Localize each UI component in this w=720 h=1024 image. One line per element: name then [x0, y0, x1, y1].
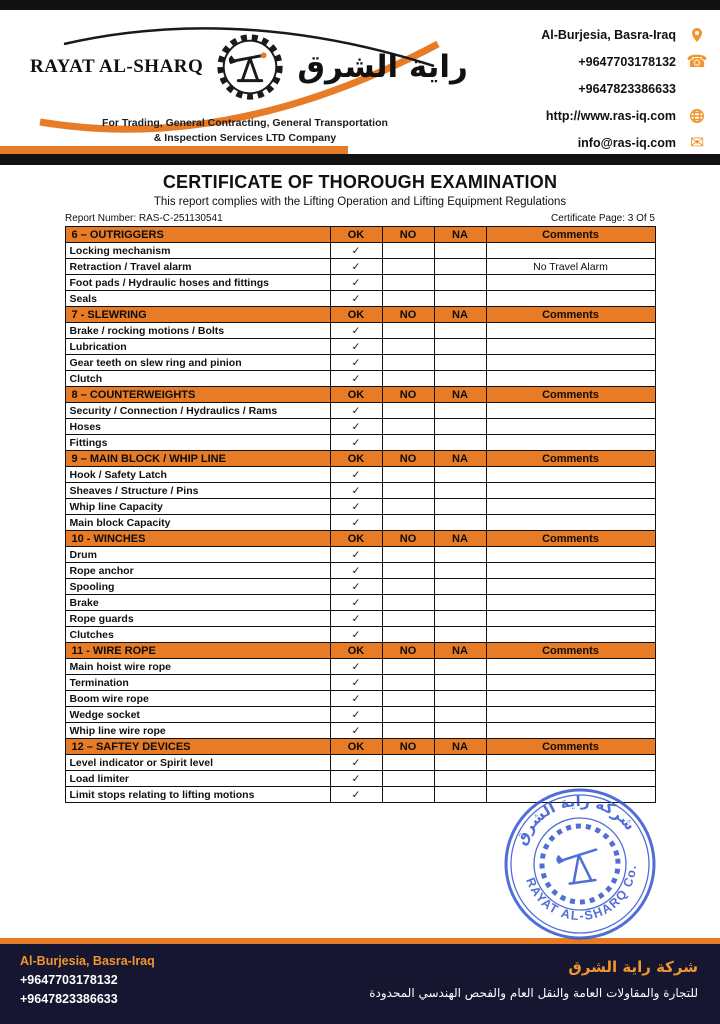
item-label: Whip line Capacity	[65, 499, 330, 515]
no-cell	[382, 403, 434, 419]
footer-address: Al-Burjesia, Basra-Iraq	[20, 954, 155, 968]
contact-address	[541, 26, 706, 45]
inspection-table-body	[65, 227, 655, 803]
column-header: Comments	[486, 387, 655, 403]
certificate-page: Certificate Page: 3 Of 5	[551, 213, 655, 224]
item-label: Clutch	[65, 371, 330, 387]
column-header: NA	[434, 739, 486, 755]
item-label: Brake	[65, 595, 330, 611]
item-label: Brake / rocking motions / Bolts	[65, 323, 330, 339]
no-cell	[382, 707, 434, 723]
comment-cell	[486, 627, 655, 643]
section-header-row	[65, 227, 655, 243]
column-header: OK	[330, 739, 382, 755]
column-header: Comments	[486, 739, 655, 755]
header	[0, 10, 720, 152]
item-label: Lubrication	[65, 339, 330, 355]
comment-cell	[486, 755, 655, 771]
checklist-row	[65, 243, 655, 259]
na-cell	[434, 323, 486, 339]
column-header: Comments	[486, 643, 655, 659]
no-cell	[382, 691, 434, 707]
item-label: Termination	[65, 675, 330, 691]
comment-cell	[486, 323, 655, 339]
page-subtitle: This report complies with the Lifting Operation and Lifting Equipment Regulations	[153, 196, 567, 208]
no-cell	[382, 339, 434, 355]
comment-cell	[486, 419, 655, 435]
checklist-row	[65, 259, 655, 275]
item-label: Security / Connection / Hydraulics / Rams	[65, 403, 330, 419]
no-cell	[382, 275, 434, 291]
na-cell	[434, 579, 486, 595]
contact-phone-1	[578, 53, 706, 72]
comment-cell	[486, 723, 655, 739]
column-header: NO	[382, 739, 434, 755]
na-cell	[434, 483, 486, 499]
item-label: Whip line wire rope	[65, 723, 330, 739]
comment-cell	[486, 355, 655, 371]
checklist-row	[65, 323, 655, 339]
checklist-row	[65, 483, 655, 499]
column-header: NA	[434, 531, 486, 547]
no-cell	[382, 595, 434, 611]
no-cell	[382, 499, 434, 515]
column-header: OK	[330, 531, 382, 547]
ok-cell: ✓	[330, 755, 382, 771]
comment-cell	[486, 435, 655, 451]
no-cell	[382, 787, 434, 803]
na-cell	[434, 707, 486, 723]
checklist-row	[65, 611, 655, 627]
ok-cell: ✓	[330, 563, 382, 579]
comment-cell	[486, 659, 655, 675]
item-label: Rope anchor	[65, 563, 330, 579]
checklist-row	[65, 627, 655, 643]
header-divider	[0, 154, 720, 165]
na-cell	[434, 403, 486, 419]
comment-cell	[486, 707, 655, 723]
section-header-row	[65, 387, 655, 403]
comment-cell	[486, 579, 655, 595]
na-cell	[434, 659, 486, 675]
email-text[interactable]: info@ras-iq.com	[577, 135, 676, 150]
section-header-row	[65, 307, 655, 323]
top-black-bar	[0, 0, 720, 10]
column-header: NO	[382, 387, 434, 403]
comment-cell	[486, 691, 655, 707]
no-cell	[382, 611, 434, 627]
item-label: Hook / Safety Latch	[65, 467, 330, 483]
gear-oilpump-logo-icon	[213, 30, 287, 104]
na-cell	[434, 723, 486, 739]
comment-cell	[486, 595, 655, 611]
ok-cell: ✓	[330, 627, 382, 643]
checklist-row	[65, 403, 655, 419]
no-cell	[382, 515, 434, 531]
company-tagline	[30, 116, 460, 145]
ok-cell: ✓	[330, 675, 382, 691]
no-cell	[382, 419, 434, 435]
ok-cell: ✓	[330, 611, 382, 627]
section-title: 9 – MAIN BLOCK / WHIP LINE	[65, 451, 330, 467]
ok-cell: ✓	[330, 547, 382, 563]
tagline-line-2: & Inspection Services LTD Company	[153, 131, 337, 144]
checklist-row	[65, 755, 655, 771]
ok-cell: ✓	[330, 483, 382, 499]
comment-cell	[486, 499, 655, 515]
item-label: Boom wire rope	[65, 691, 330, 707]
page-title: CERTIFICATE OF THOROUGH EXAMINATION	[162, 172, 558, 192]
checklist-row	[65, 659, 655, 675]
ok-cell: ✓	[330, 659, 382, 675]
no-cell	[382, 563, 434, 579]
column-header: NO	[382, 531, 434, 547]
ok-cell: ✓	[330, 707, 382, 723]
section-title: 12 – SAFTEY DEVICES	[65, 739, 330, 755]
item-label: Level indicator or Spirit level	[65, 755, 330, 771]
item-label: Retraction / Travel alarm	[65, 259, 330, 275]
no-cell	[382, 323, 434, 339]
comment-cell	[486, 515, 655, 531]
na-cell	[434, 563, 486, 579]
comment-cell	[486, 675, 655, 691]
comment-cell	[486, 547, 655, 563]
comment-cell	[486, 339, 655, 355]
na-cell	[434, 243, 486, 259]
checklist-row	[65, 515, 655, 531]
na-cell	[434, 467, 486, 483]
na-cell	[434, 259, 486, 275]
column-header: Comments	[486, 307, 655, 323]
no-cell	[382, 467, 434, 483]
phone-icon: ☎	[686, 52, 708, 72]
na-cell	[434, 371, 486, 387]
contact-website[interactable]	[546, 106, 706, 125]
checklist-row	[65, 467, 655, 483]
no-cell	[382, 659, 434, 675]
ok-cell: ✓	[330, 771, 382, 787]
company-stamp	[500, 784, 660, 944]
ok-cell: ✓	[330, 499, 382, 515]
na-cell	[434, 515, 486, 531]
comment-cell	[486, 403, 655, 419]
na-cell	[434, 355, 486, 371]
ok-cell: ✓	[330, 259, 382, 275]
na-cell	[434, 691, 486, 707]
comment-cell	[486, 483, 655, 499]
black-divider-bar	[0, 154, 720, 165]
item-label: Seals	[65, 291, 330, 307]
na-cell	[434, 787, 486, 803]
ok-cell: ✓	[330, 435, 382, 451]
footer-arabic-block	[369, 954, 698, 1014]
section-header-row	[65, 643, 655, 659]
column-header: NA	[434, 643, 486, 659]
item-label: Limit stops relating to lifting motions	[65, 787, 330, 803]
ok-cell: ✓	[330, 467, 382, 483]
na-cell	[434, 435, 486, 451]
ok-cell: ✓	[330, 339, 382, 355]
item-label: Foot pads / Hydraulic hoses and fittings	[65, 275, 330, 291]
checklist-row	[65, 691, 655, 707]
na-cell	[434, 275, 486, 291]
stamp-english-text: RAYAT AL-SHARQ Co.	[523, 863, 640, 924]
no-cell	[382, 355, 434, 371]
stamp-arabic-text: شركة راية الشرق	[511, 791, 640, 848]
column-header: NO	[382, 227, 434, 243]
comment-cell	[486, 467, 655, 483]
comment-cell	[486, 611, 655, 627]
comment-cell	[486, 291, 655, 307]
column-header: NA	[434, 451, 486, 467]
column-header: NA	[434, 387, 486, 403]
item-label: Clutches	[65, 627, 330, 643]
section-header-row	[65, 739, 655, 755]
company-name-arabic: راية الشرق	[297, 49, 468, 85]
na-cell	[434, 291, 486, 307]
item-label: Main block Capacity	[65, 515, 330, 531]
no-cell	[382, 291, 434, 307]
section-title: 7 - SLEWRING	[65, 307, 330, 323]
ok-cell: ✓	[330, 355, 382, 371]
section-header-row	[65, 451, 655, 467]
item-label: Load limiter	[65, 771, 330, 787]
item-label: Gear teeth on slew ring and pinion	[65, 355, 330, 371]
stamp-oilpump-icon	[561, 850, 601, 885]
footer-description-arabic: للتجارة والمقاولات العامة والنقل العام والفحص الهندسي المحدودة	[369, 986, 698, 1000]
na-cell	[434, 611, 486, 627]
na-cell	[434, 595, 486, 611]
column-header: NA	[434, 307, 486, 323]
tagline-line-1: For Trading, General Contracting, General Transportation	[102, 117, 388, 129]
checklist-row	[65, 435, 655, 451]
na-cell	[434, 419, 486, 435]
section-title: 11 - WIRE ROPE	[65, 643, 330, 659]
column-header: OK	[330, 227, 382, 243]
footer-phone-2: +9647823386633	[20, 992, 118, 1006]
na-cell	[434, 339, 486, 355]
ok-cell: ✓	[330, 371, 382, 387]
column-header: OK	[330, 387, 382, 403]
item-label: Fittings	[65, 435, 330, 451]
no-cell	[382, 675, 434, 691]
company-name-english: RAYAT AL-SHARQ	[30, 56, 204, 77]
section-header-row	[65, 531, 655, 547]
checklist-row	[65, 723, 655, 739]
location-pin-icon	[688, 26, 706, 44]
checklist-row	[65, 355, 655, 371]
column-header: NO	[382, 451, 434, 467]
ok-cell: ✓	[330, 275, 382, 291]
column-header: OK	[330, 307, 382, 323]
no-cell	[382, 723, 434, 739]
checklist-row	[65, 275, 655, 291]
ok-cell: ✓	[330, 787, 382, 803]
no-cell	[382, 755, 434, 771]
na-cell	[434, 771, 486, 787]
checklist-row	[65, 707, 655, 723]
contact-block	[541, 14, 712, 152]
email-icon: ✉	[689, 132, 705, 152]
item-label: Spooling	[65, 579, 330, 595]
ok-cell: ✓	[330, 323, 382, 339]
ok-cell: ✓	[330, 595, 382, 611]
svg-text:شركة راية الشرق	[506, 784, 640, 850]
item-label: Locking mechanism	[65, 243, 330, 259]
checklist-row	[65, 339, 655, 355]
na-cell	[434, 499, 486, 515]
no-cell	[382, 547, 434, 563]
section-title: 10 - WINCHES	[65, 531, 330, 547]
ok-cell: ✓	[330, 403, 382, 419]
stamp-gear-icon	[537, 821, 623, 907]
no-cell	[382, 483, 434, 499]
na-cell	[434, 675, 486, 691]
no-cell	[382, 627, 434, 643]
column-header: Comments	[486, 531, 655, 547]
na-cell	[434, 547, 486, 563]
comment-cell: No Travel Alarm	[486, 259, 655, 275]
ok-cell: ✓	[330, 723, 382, 739]
ok-cell: ✓	[330, 579, 382, 595]
website-text[interactable]: http://www.ras-iq.com	[545, 108, 676, 123]
item-label: Rope guards	[65, 611, 330, 627]
checklist-row	[65, 419, 655, 435]
checklist-row	[65, 563, 655, 579]
no-cell	[382, 371, 434, 387]
ok-cell: ✓	[330, 515, 382, 531]
item-label: Sheaves / Structure / Pins	[65, 483, 330, 499]
item-label: Main hoist wire rope	[65, 659, 330, 675]
report-number: Report Number: RAS-C-251130541	[65, 213, 223, 224]
column-header: Comments	[486, 227, 655, 243]
checklist-row	[65, 291, 655, 307]
comment-cell	[486, 371, 655, 387]
na-cell	[434, 755, 486, 771]
no-cell	[382, 579, 434, 595]
ok-cell: ✓	[330, 419, 382, 435]
column-header: OK	[330, 451, 382, 467]
na-cell	[434, 627, 486, 643]
comment-cell	[486, 275, 655, 291]
section-title: 8 – COUNTERWEIGHTS	[65, 387, 330, 403]
footer-phone-1: +9647703178132	[20, 973, 118, 987]
column-header: OK	[330, 643, 382, 659]
phone2-text: +9647823386633	[578, 81, 676, 96]
column-header: NA	[434, 227, 486, 243]
address-text: Al-Burjesia, Basra-Iraq	[541, 28, 676, 43]
checklist-row	[65, 675, 655, 691]
no-cell	[382, 435, 434, 451]
item-label: Drum	[65, 547, 330, 563]
inspection-table	[65, 226, 656, 803]
ok-cell: ✓	[330, 291, 382, 307]
column-header: NO	[382, 307, 434, 323]
company-logo	[30, 14, 468, 152]
contact-email[interactable]	[578, 133, 706, 152]
ok-cell: ✓	[330, 691, 382, 707]
checklist-row	[65, 547, 655, 563]
checklist-row	[65, 595, 655, 611]
no-cell	[382, 771, 434, 787]
item-label: Hoses	[65, 419, 330, 435]
ok-cell: ✓	[330, 243, 382, 259]
footer-contact	[20, 954, 155, 1014]
orange-accent-bar	[0, 146, 348, 154]
checklist-row	[65, 499, 655, 515]
contact-phone-2	[578, 80, 706, 99]
report-meta-row	[65, 213, 655, 224]
footer-company-arabic: شركة راية الشرق	[568, 958, 698, 976]
item-label: Wedge socket	[65, 707, 330, 723]
section-title: 6 – OUTRIGGERS	[65, 227, 330, 243]
column-header: NO	[382, 643, 434, 659]
checklist-row	[65, 371, 655, 387]
checklist-row	[65, 579, 655, 595]
globe-icon	[688, 107, 706, 125]
footer	[0, 938, 720, 1024]
comment-cell	[486, 243, 655, 259]
column-header: Comments	[486, 451, 655, 467]
comment-cell	[486, 563, 655, 579]
no-cell	[382, 259, 434, 275]
no-cell	[382, 243, 434, 259]
phone1-text: +9647703178132	[578, 55, 676, 70]
